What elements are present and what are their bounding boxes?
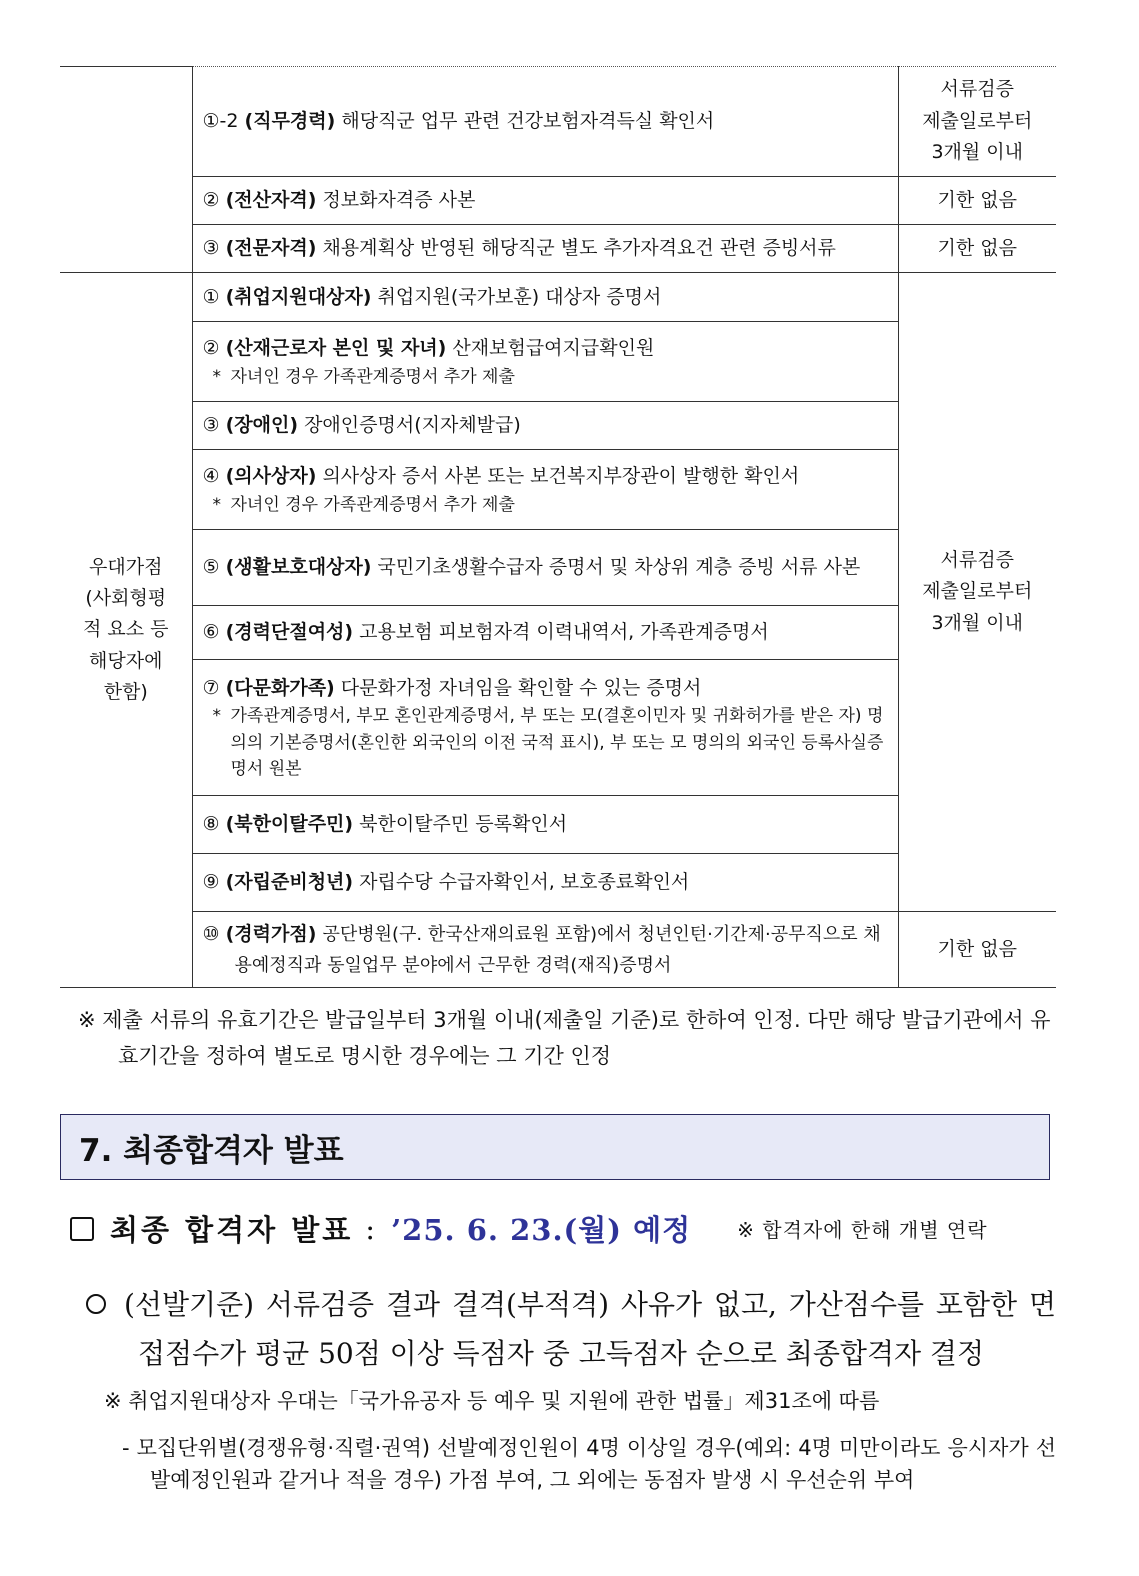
item-label: (경력가점) bbox=[225, 922, 317, 945]
note-text: 가족관계증명서, 부모 혼인관계증명서, 부 또는 모(결혼이민자 및 귀화허가를 받은 자) 명의의 기본증명서(혼인한 외국인의 이전 국적 표시), 부 또는 모 명의의 외국인 등록사실증명서 원본 bbox=[230, 706, 884, 779]
validity-line: 서류검증 bbox=[940, 78, 1014, 101]
hanging-item bbox=[203, 919, 888, 981]
criteria-paragraph bbox=[86, 1280, 1056, 1378]
circle-bullet-icon bbox=[86, 1294, 106, 1314]
item-number: ⑤ bbox=[202, 556, 220, 579]
table-row bbox=[60, 273, 1056, 322]
document-cell bbox=[192, 402, 898, 450]
category-cell-career bbox=[60, 67, 192, 273]
note-marker: * bbox=[212, 706, 221, 727]
item-label: (다문화가족) bbox=[225, 676, 335, 699]
validity-line: 3개월 이내 bbox=[931, 611, 1024, 634]
bonus-point-note: - 모집단위별(경쟁유형·직렬·권역) 선발예정인원이 4명 이상일 경우(예외: 4명 미만이라도 응시자가 선발예정인원과 같거나 적을 경우) 가점 부여, 그 외에는 동점자 발생 시 우선순위 부여 bbox=[122, 1436, 1056, 1492]
category-line: 우대가점 bbox=[89, 555, 163, 578]
item-description: 북한이탈주민 등록확인서 bbox=[359, 813, 568, 836]
validity-cell: 기한 없음 bbox=[898, 177, 1056, 225]
validity-cell bbox=[898, 67, 1056, 177]
item-number: ③ bbox=[202, 237, 220, 260]
table-row bbox=[60, 67, 1056, 177]
document-cell bbox=[192, 225, 898, 273]
item-label: (생활보호대상자) bbox=[225, 556, 372, 579]
item-label: (의사상자) bbox=[225, 465, 317, 488]
item-number: ④ bbox=[202, 465, 220, 488]
item-number: ⑥ bbox=[202, 621, 220, 644]
document-cell bbox=[192, 530, 898, 606]
item-description: 자립수당 수급자확인서, 보호종료확인서 bbox=[359, 871, 690, 894]
note-marker: * bbox=[212, 366, 221, 387]
validity-line: 제출일로부터 bbox=[922, 580, 1033, 603]
announcement-memo: ※ 합격자에 한해 개별 연락 bbox=[737, 1218, 988, 1242]
item-description: 산재보험급여지급확인원 bbox=[452, 337, 655, 360]
document-cell bbox=[192, 273, 898, 322]
item-number: ⑩ bbox=[202, 922, 220, 945]
item-description: 의사상자 증서 사본 또는 보건복지부장관이 발행한 확인서 bbox=[322, 465, 800, 488]
validity-line: 3개월 이내 bbox=[931, 141, 1024, 164]
document-cell bbox=[192, 322, 898, 402]
document-cell bbox=[192, 854, 898, 912]
announcement-line bbox=[70, 1208, 988, 1249]
item-number: ⑦ bbox=[202, 676, 220, 699]
hanging-item bbox=[203, 552, 888, 582]
validity-line: 서류검증 bbox=[940, 548, 1014, 571]
item-description: 다문화가정 자녀임을 확인할 수 있는 증명서 bbox=[340, 676, 702, 699]
item-note bbox=[203, 703, 888, 782]
item-number: ⑧ bbox=[202, 813, 220, 836]
document-cell bbox=[192, 177, 898, 225]
category-line: (사회형평 bbox=[85, 586, 167, 609]
document-cell bbox=[192, 450, 898, 530]
announcement-colon: : bbox=[365, 1211, 376, 1246]
item-description: 공단병원(구. 한국산재의료원 포함)에서 청년인턴·기간제·공무직으로 채용예정직과 동일업무 분야에서 근무한 경력(재직)증명서 bbox=[234, 923, 881, 976]
document-cell bbox=[192, 660, 898, 796]
item-label: (산재근로자 본인 및 자녀) bbox=[225, 337, 447, 360]
document-cell bbox=[192, 606, 898, 660]
item-label: (북한이탈주민) bbox=[225, 813, 354, 836]
item-label: (자립준비청년) bbox=[225, 871, 354, 894]
validity-cell: 기한 없음 bbox=[898, 912, 1056, 988]
document-cell bbox=[192, 912, 898, 988]
item-description: 채용계획상 반영된 해당직군 별도 추가자격요건 관련 증빙서류 bbox=[322, 237, 836, 260]
selection-criteria bbox=[86, 1280, 1056, 1378]
item-description: 취업지원(국가보훈) 대상자 증명서 bbox=[377, 285, 662, 308]
square-bullet-icon bbox=[70, 1217, 94, 1241]
note-text: 자녀인 경우 가족관계증명서 추가 제출 bbox=[230, 494, 515, 515]
category-line: 한함) bbox=[103, 681, 148, 704]
item-number: ①-2 bbox=[202, 110, 239, 133]
section-title: 7. 최종합격자 발표 bbox=[79, 1132, 344, 1169]
item-description: 고용보험 피보험자격 이력내역서, 가족관계증명서 bbox=[359, 621, 769, 644]
criteria-text: (선발기준) 서류검증 결과 결격(부적격) 사유가 없고, 가산점수를 포함한 면접점수가 평균 50점 이상 득점자 중 고득점자 순으로 최종합격자 결정 bbox=[124, 1288, 1056, 1370]
document-cell bbox=[192, 67, 898, 177]
item-description: 국민기초생활수급자 증명서 및 차상위 계층 증빙 서류 사본 bbox=[377, 556, 861, 579]
item-label: (전문자격) bbox=[225, 237, 317, 260]
validity-cell-preference bbox=[898, 273, 1056, 912]
category-line: 해당자에 bbox=[89, 649, 163, 672]
table-row bbox=[60, 912, 1056, 988]
note-text: 자녀인 경우 가족관계증명서 추가 제출 bbox=[230, 366, 515, 387]
validity-cell: 기한 없음 bbox=[898, 225, 1056, 273]
validity-line: 제출일로부터 bbox=[922, 109, 1033, 132]
item-label: (장애인) bbox=[225, 414, 299, 437]
announcement-heading: 최종 합격자 발표 bbox=[110, 1213, 354, 1247]
item-note bbox=[203, 492, 888, 518]
item-number: ③ bbox=[202, 414, 220, 437]
validity-note: ※ 제출 서류의 유효기간은 발급일부터 3개월 이내(제출일 기준)로 한하여 인정. 다만 해당 발급기관에서 유효기간을 정하여 별도로 명시한 경우에는 그 기간 인정 bbox=[78, 1008, 1051, 1068]
item-label: (전산자격) bbox=[225, 189, 317, 212]
section-header bbox=[60, 1114, 1050, 1180]
item-label: (직무경력) bbox=[244, 110, 336, 133]
veteran-preference-note: ※ 취업지원대상자 우대는「국가유공자 등 예우 및 지원에 관한 법률」제31조에 따름 bbox=[104, 1389, 880, 1413]
item-number: ② bbox=[202, 189, 220, 212]
note-marker: * bbox=[212, 494, 221, 515]
item-label: (경력단절여성) bbox=[225, 621, 354, 644]
required-documents-table bbox=[60, 66, 1056, 988]
item-description: 해당직군 업무 관련 건강보험자격득실 확인서 bbox=[341, 110, 715, 133]
item-description: 정보화자격증 사본 bbox=[322, 189, 476, 212]
item-number: ① bbox=[202, 285, 220, 308]
item-number: ② bbox=[202, 337, 220, 360]
item-note bbox=[203, 364, 888, 390]
document-cell bbox=[192, 796, 898, 854]
category-cell-preference bbox=[60, 273, 192, 988]
item-label: (취업지원대상자) bbox=[225, 285, 372, 308]
announcement-date: ’25. 6. 23.(월) 예정 bbox=[391, 1213, 692, 1247]
item-description: 장애인증명서(지자체발급) bbox=[304, 414, 521, 437]
category-line: 적 요소 등 bbox=[83, 618, 169, 641]
table-row bbox=[60, 225, 1056, 273]
table-row bbox=[60, 177, 1056, 225]
item-number: ⑨ bbox=[202, 871, 220, 894]
